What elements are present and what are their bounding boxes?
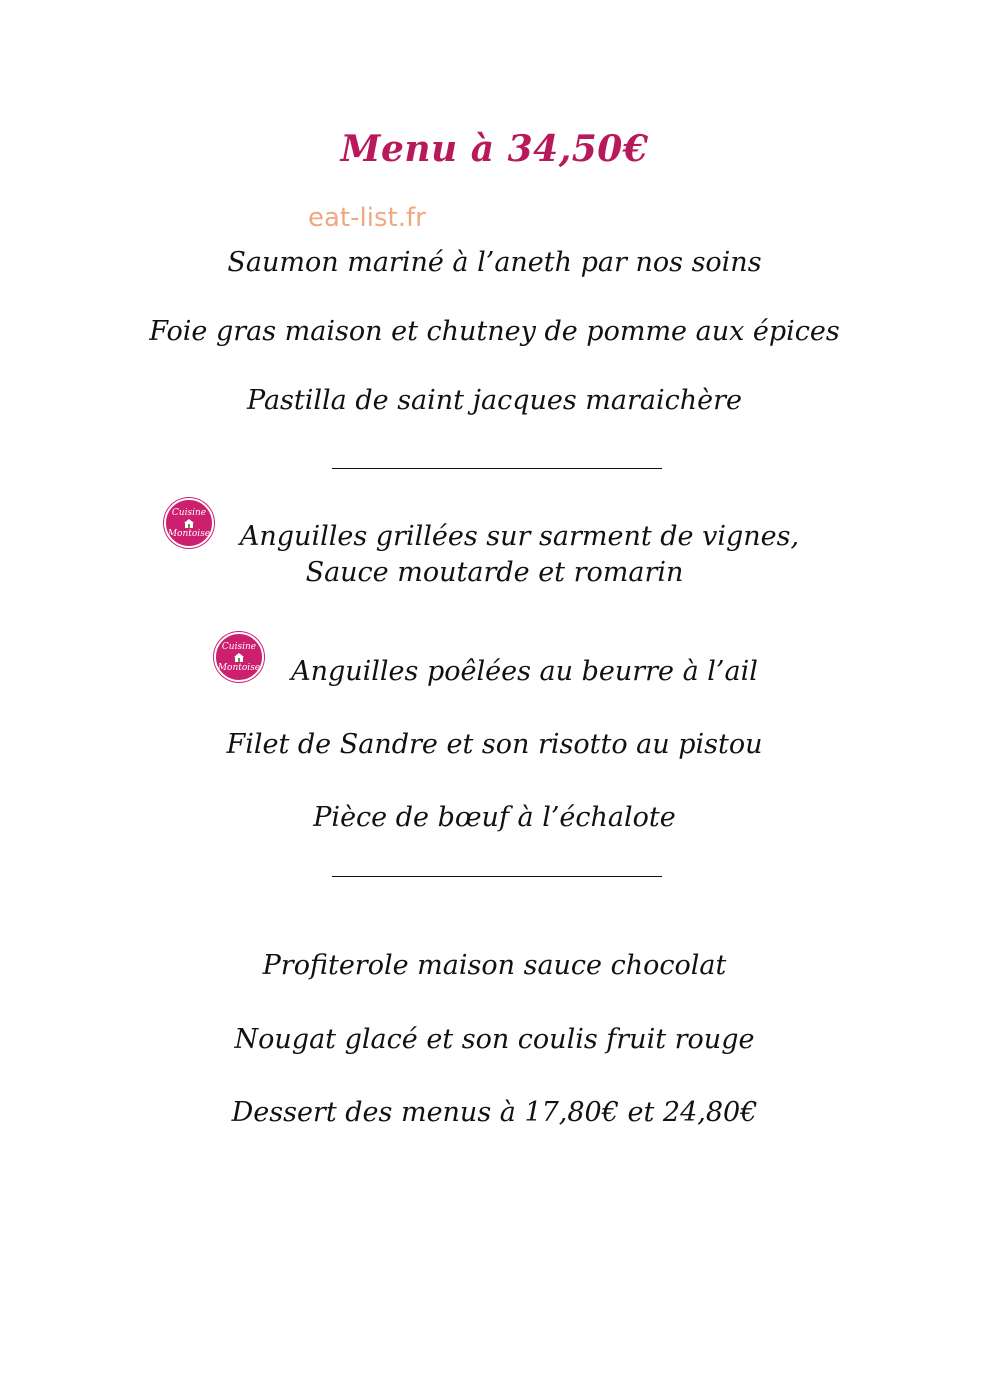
starter-item: Saumon mariné à l’aneth par nos soins — [227, 247, 762, 278]
main-item: Anguilles grillées sur sarment de vignes, — [239, 521, 800, 552]
badge-label: Montoise — [167, 528, 211, 539]
menu-title: Menu à 34,50€ — [340, 128, 649, 170]
section-divider — [332, 468, 662, 469]
watermark: eat-list.fr — [308, 203, 426, 233]
dessert-item: Nougat glacé et son coulis fruit rouge — [234, 1024, 755, 1055]
dessert-item: Profiterole maison sauce chocolat — [262, 950, 727, 981]
badge-label: Cuisine — [171, 507, 207, 518]
badge-label: Montoise — [217, 662, 261, 673]
main-item: Anguilles poêlées au beurre à l’ail — [291, 656, 758, 687]
starter-item: Pastilla de saint jacques maraichère — [247, 385, 742, 416]
section-divider — [332, 876, 662, 877]
main-item: Filet de Sandre et son risotto au pistou — [226, 729, 763, 760]
starter-item: Foie gras maison et chutney de pomme aux épices — [149, 316, 840, 347]
main-item: Pièce de bœuf à l’échalote — [313, 802, 676, 833]
badge-label: Cuisine — [221, 641, 257, 652]
main-item: Sauce moutarde et romarin — [305, 557, 684, 588]
dessert-item: Dessert des menus à 17,80€ et 24,80€ — [231, 1097, 758, 1128]
